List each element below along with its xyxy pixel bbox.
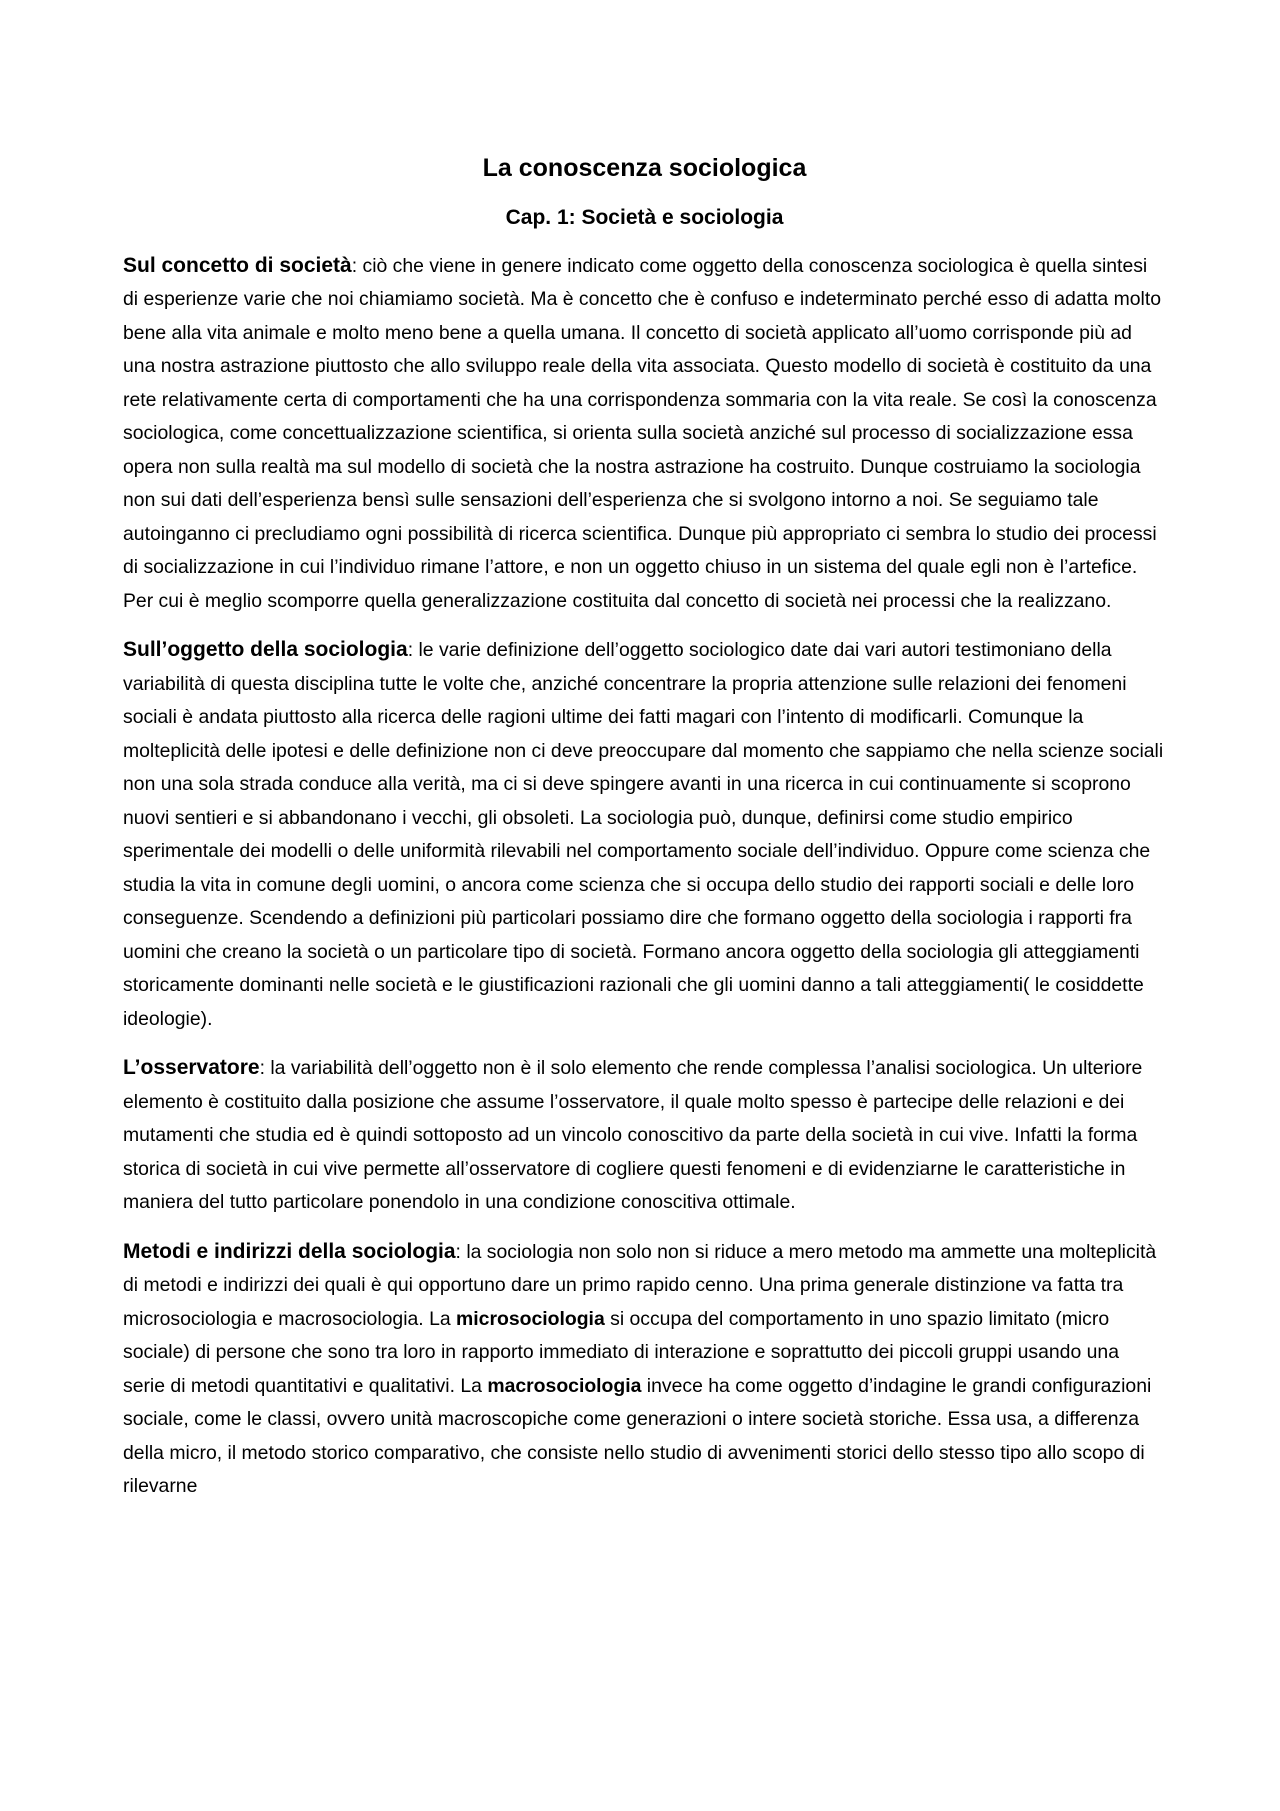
section-text: si occupa del comportamento in uno spazio limitato (micro sociale) di persone che sono tra loro in rapporto immediato di interazione e soprattutto dei piccoli gruppi usando una serie di metodi quantitativi e qualitativi. La bbox=[123, 1307, 1119, 1397]
term-macrosociologia: macrosociologia bbox=[487, 1374, 642, 1397]
section-heading: L’osservatore bbox=[123, 1056, 260, 1080]
chapter-title: Cap. 1: Società e sociologia bbox=[505, 205, 784, 229]
section-heading: Metodi e indirizzi della sociologia bbox=[123, 1239, 456, 1263]
term-microsociologia: microsociologia bbox=[456, 1307, 605, 1330]
section-text: : ciò che viene in genere indicato come oggetto della conoscenza sociologica è quella sintesi di esperienze varie che noi chiamiamo società. Ma è concetto che è confuso e indeterminato perché esso di adatta molto bene alla vita animale e molto meno bene a quella umana. Il concetto di società applicato all’uomo corrisponde più ad una nostra astrazione piuttosto che allo sviluppo reale della vita associata. Questo modello di società è costituito da una rete relativamente certa di comportamenti che ha una corrispondenza sommaria con la vita reale. Se così la conoscenza sociologica, come concettualizzazione scientifica, si orienta sulla società anziché sul processo di socializzazione essa opera non sulla realtà ma sul modello di società che la nostra astrazione ha costruito. Dunque costruiamo la sociologia non sui dati dell’esperienza bensì sulle sensazioni dell’esperienza che si svolgono intorno a noi. Se seguiamo tale autoinganno ci precludiamo ogni possibilità di ricerca scientifica. Dunque più appropriato ci sembra lo studio dei processi di socializzazione in cui l’individuo rimane l’attore, e non un oggetto chiuso in un sistema del quale egli non è l’artefice. Per cui è meglio scomporre quella generalizzazione costituita dal concetto di società nei processi che la realizzano. bbox=[123, 254, 1161, 612]
section-text: invece ha come oggetto d’indagine le grandi configurazioni sociale, come le classi, ovvero unità macroscopiche come generazioni o intere società storiche. Essa usa, a differenza della micro, il metodo storico comparativo, che consiste nello studio di avvenimenti storici dello stesso tipo allo scopo di rilevarne bbox=[123, 1374, 1152, 1498]
section-heading: Sul concetto di società bbox=[123, 253, 352, 277]
section-text: : la variabilità dell’oggetto non è il solo elemento che rende complessa l’analisi sociologica. Un ulteriore elemento è costituito dalla posizione che assume l’osservatore, il quale molto spesso è partecipe delle relazioni e dei mutamenti che studia ed è quindi sottoposto ad un vincolo conoscitivo da parte della società in cui vive. Infatti la forma storica di società in cui vive permette all’osservatore di cogliere questi fenomeni e di evidenziarne le caratteristiche in maniera del tutto particolare ponendolo in una condizione conoscitiva ottimale. bbox=[123, 1057, 1143, 1214]
section-oggetto-sociologia bbox=[123, 633, 1166, 1036]
section-heading: Sull’oggetto della sociologia bbox=[123, 638, 408, 662]
document-page bbox=[123, 152, 1166, 1519]
document-title: La conoscenza sociologica bbox=[482, 154, 807, 182]
section-osservatore bbox=[123, 1051, 1166, 1220]
section-text: : la sociologia non solo non si riduce a mero metodo ma ammette una molteplicità di metodi e indirizzi dei quali è qui opportuno dare un primo rapido cenno. Una prima generale distinzione va fatta tra microsociologia e macrosociologia. La bbox=[123, 1240, 1157, 1330]
section-metodi-indirizzi bbox=[123, 1235, 1166, 1504]
section-concetto-societa bbox=[123, 249, 1166, 619]
section-text: : le varie definizione dell’oggetto sociologico date dai vari autori testimoniano della variabilità di questa disciplina tutte le volte che, anziché concentrare la propria attenzione sulle relazioni dei fenomeni sociali è andata piuttosto alla ricerca delle ragioni ultime dei fatti magari con l’intento di modificarli. Comunque la molteplicità delle ipotesi e delle definizione non ci deve preoccupare dal momento che sappiamo che nella scienze sociali non una sola strada conduce alla verità, ma ci si deve spingere avanti in una ricerca in cui continuamente si scoprono nuovi sentieri e si abbandonano i vecchi, gli obsoleti. La sociologia può, dunque, definirsi come studio empirico sperimentale dei modelli o delle uniformità rilevabili nel comportamento sociale dell’individuo. Oppure come scienza che studia la vita in comune degli uomini, o ancora come scienza che si occupa dello studio dei rapporti sociali e delle loro conseguenze. Scendendo a definizioni più particolari possiamo dire che formano oggetto della sociologia i rapporti fra uomini che creano la società o un particolare tipo di società. Formano ancora oggetto della sociologia gli atteggiamenti storicamente dominanti nelle società e le giustificazioni razionali che gli uomini danno a tali atteggiamenti( le cosiddette ideologie). bbox=[123, 639, 1164, 1030]
